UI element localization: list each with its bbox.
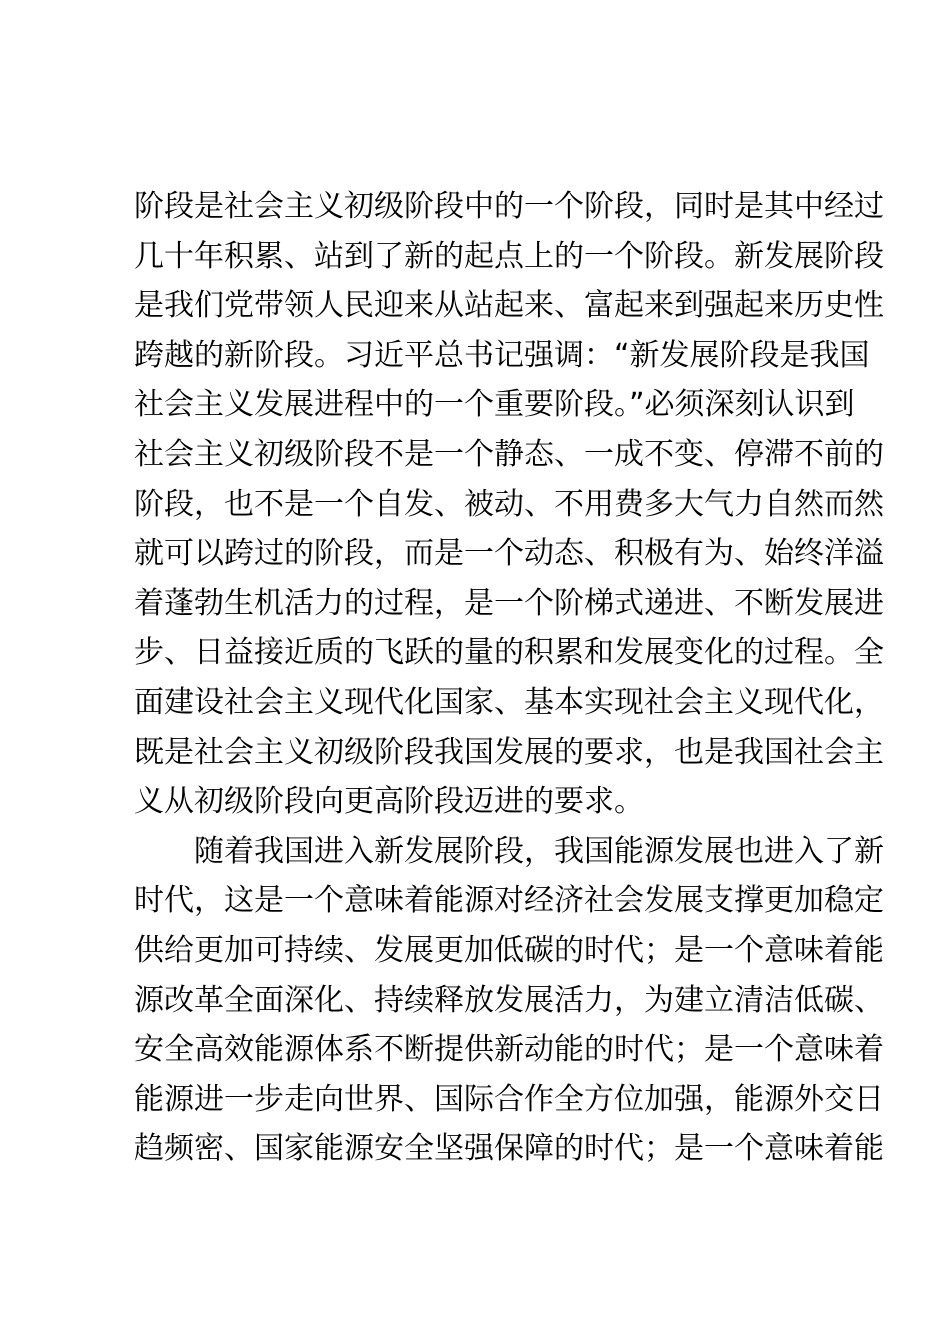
text-line: 既是社会主义初级阶段我国发展的要求，也是我国社会主 bbox=[134, 734, 884, 770]
text-line: 趋频密、国家能源安全坚强保障的时代；是一个意味着能 bbox=[134, 1131, 884, 1167]
text-line: 能源进一步走向世界、国际合作全方位加强，能源外交日 bbox=[134, 1081, 884, 1117]
text-line: 阶段是社会主义初级阶段中的一个阶段，同时是其中经过 bbox=[134, 189, 884, 224]
text-line: 安全高效能源体系不断提供新动能的时代；是一个意味着 bbox=[134, 1032, 884, 1068]
text-line: 着蓬勃生机活力的过程，是一个阶梯式递进、不断发展进 bbox=[134, 585, 884, 621]
body-text bbox=[134, 182, 884, 1174]
text-line: 供给更加可持续、发展更加低碳的时代；是一个意味着能 bbox=[134, 932, 884, 968]
text-line: 步、日益接近质的飞跃的量的积累和发展变化的过程。全 bbox=[134, 635, 884, 671]
text-line: 是我们党带领人民迎来从站起来、富起来到强起来历史性 bbox=[134, 288, 884, 324]
text-line: 跨越的新阶段。习近平总书记强调：“新发展阶段是我国 bbox=[134, 337, 870, 373]
text-line: 面建设社会主义现代化国家、基本实现社会主义现代化， bbox=[134, 684, 884, 720]
paragraph-end-line: 义从初级阶段向更高阶段迈进的要求。 bbox=[134, 784, 644, 820]
text-line: 阶段，也不是一个自发、被动、不用费多大气力自然而然 bbox=[134, 486, 884, 522]
text-line: 就可以跨过的阶段，而是一个动态、积极有为、始终洋溢 bbox=[134, 536, 884, 572]
text-line: 社会主义初级阶段不是一个静态、一成不变、停滞不前的 bbox=[134, 436, 884, 472]
text-line: 时代，这是一个意味着能源对经济社会发展支撑更加稳定 bbox=[134, 883, 884, 919]
paragraph-start-line: 随着我国进入新发展阶段，我国能源发展也进入了新 bbox=[194, 833, 884, 869]
text-line: 几十年积累、站到了新的起点上的一个阶段。新发展阶段 bbox=[134, 238, 884, 274]
text-line: 社会主义发展进程中的一个重要阶段。”必须深刻认识到 bbox=[134, 387, 855, 423]
text-line: 源改革全面深化、持续释放发展活力，为建立清洁低碳、 bbox=[134, 982, 884, 1018]
